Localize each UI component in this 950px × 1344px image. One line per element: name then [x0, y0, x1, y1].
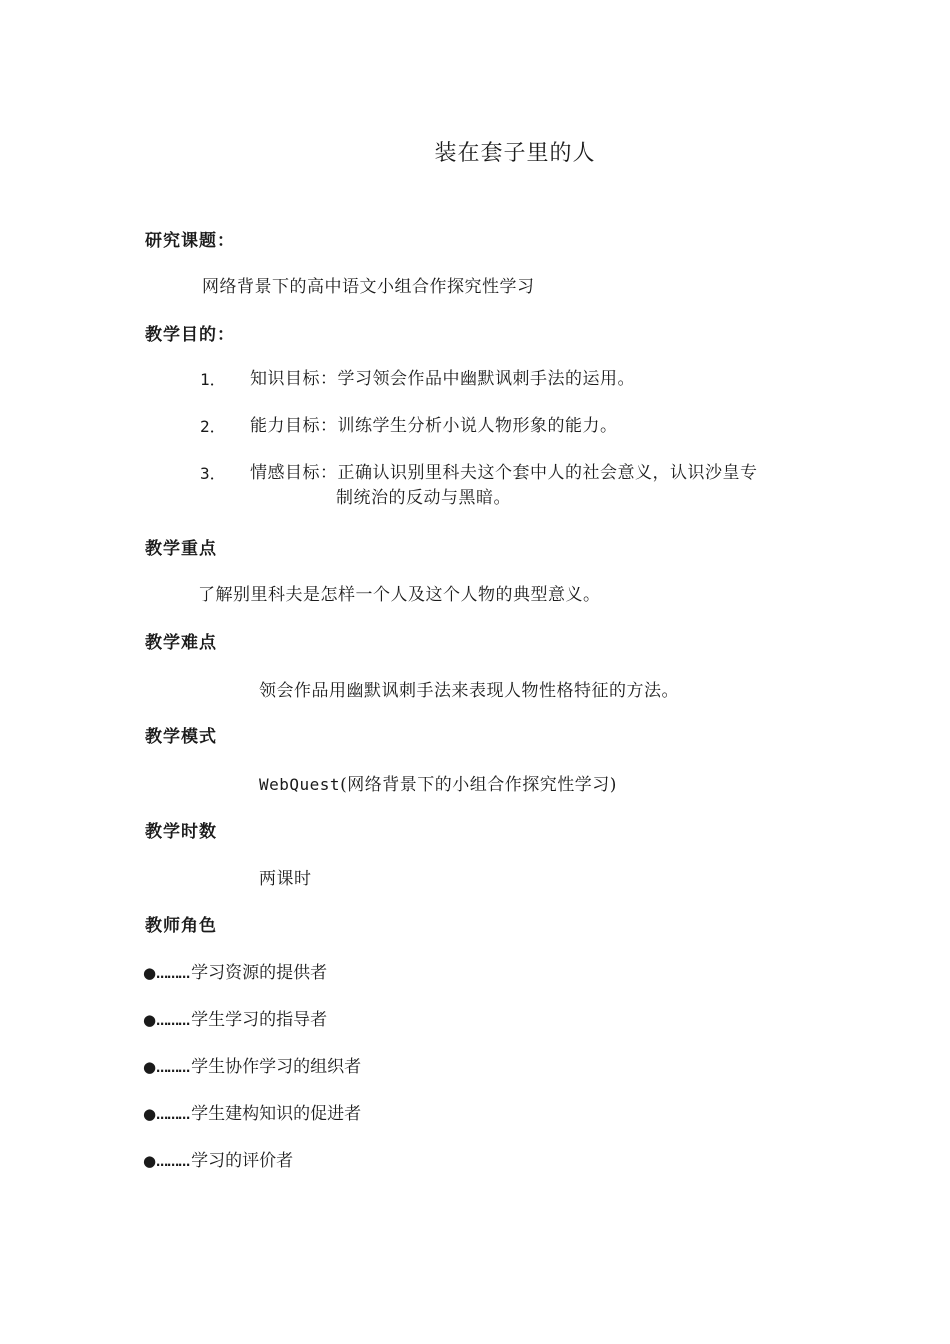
- bullet-icon: ●: [143, 1058, 157, 1076]
- role-list-item: [143, 1146, 293, 1171]
- goal-content-continued: 制统治的反动与黑暗。: [336, 488, 511, 508]
- goal-content: 训练学生分析小说人物形象的能力。: [337, 416, 618, 436]
- role-text: 学生协作学习的组织者: [191, 1057, 362, 1077]
- mode-text: [259, 770, 617, 795]
- role-list-item: [143, 958, 327, 983]
- role-text: 学生学习的指导者: [191, 1010, 328, 1030]
- goal-number: 3．: [200, 464, 226, 483]
- goal-label: 情感目标：: [250, 463, 338, 483]
- roles-heading: 教师角色: [145, 916, 217, 936]
- mode-description: (网络背景下的小组合作探究性学习): [340, 775, 617, 795]
- goal-text: [250, 367, 810, 392]
- role-text: 学习资源的提供者: [191, 963, 328, 983]
- focus-text: 了解别里科夫是怎样一个人及这个人物的典型意义。: [198, 585, 601, 605]
- leader-dots: ………: [156, 1155, 190, 1169]
- mode-heading: 教学模式: [145, 727, 217, 747]
- goal-text: [250, 414, 810, 439]
- goal-number: 2．: [200, 417, 226, 436]
- role-list-item: [143, 1052, 361, 1077]
- difficulty-text: 领会作品用幽默讽刺手法来表现人物性格特征的方法。: [259, 681, 679, 701]
- leader-dots: ………: [156, 1014, 190, 1028]
- focus-heading: 教学重点: [145, 539, 217, 559]
- role-list-item: [143, 1005, 327, 1030]
- role-text: 学生建构知识的促进者: [191, 1104, 362, 1124]
- mode-prefix: WebQuest: [259, 775, 341, 794]
- hours-heading: 教学时数: [145, 822, 217, 842]
- goal-text: [250, 461, 810, 511]
- goal-content: 正确认识别里科夫这个套中人的社会意义，认识沙皇专: [337, 463, 758, 483]
- goal-content: 学习领会作品中幽默讽刺手法的运用。: [337, 369, 635, 389]
- role-text: 学习的评价者: [191, 1151, 294, 1171]
- goal-number: 1．: [200, 370, 226, 389]
- role-list-item: [143, 1099, 361, 1124]
- leader-dots: ………: [156, 1108, 190, 1122]
- goal-label: 能力目标：: [250, 416, 338, 436]
- bullet-icon: ●: [143, 1105, 157, 1123]
- hours-text: 两课时: [259, 869, 312, 889]
- document-title: 装在套子里的人: [434, 141, 596, 166]
- difficulty-heading: 教学难点: [145, 633, 217, 653]
- research-heading: 研究课题：: [145, 231, 235, 251]
- bullet-icon: ●: [143, 964, 157, 982]
- goal-label: 知识目标：: [250, 369, 338, 389]
- goals-heading: 教学目的：: [145, 325, 235, 345]
- bullet-icon: ●: [143, 1152, 157, 1170]
- research-text: 网络背景下的高中语文小组合作探究性学习: [202, 277, 535, 297]
- bullet-icon: ●: [143, 1011, 157, 1029]
- leader-dots: ………: [156, 967, 190, 981]
- leader-dots: ………: [156, 1061, 190, 1075]
